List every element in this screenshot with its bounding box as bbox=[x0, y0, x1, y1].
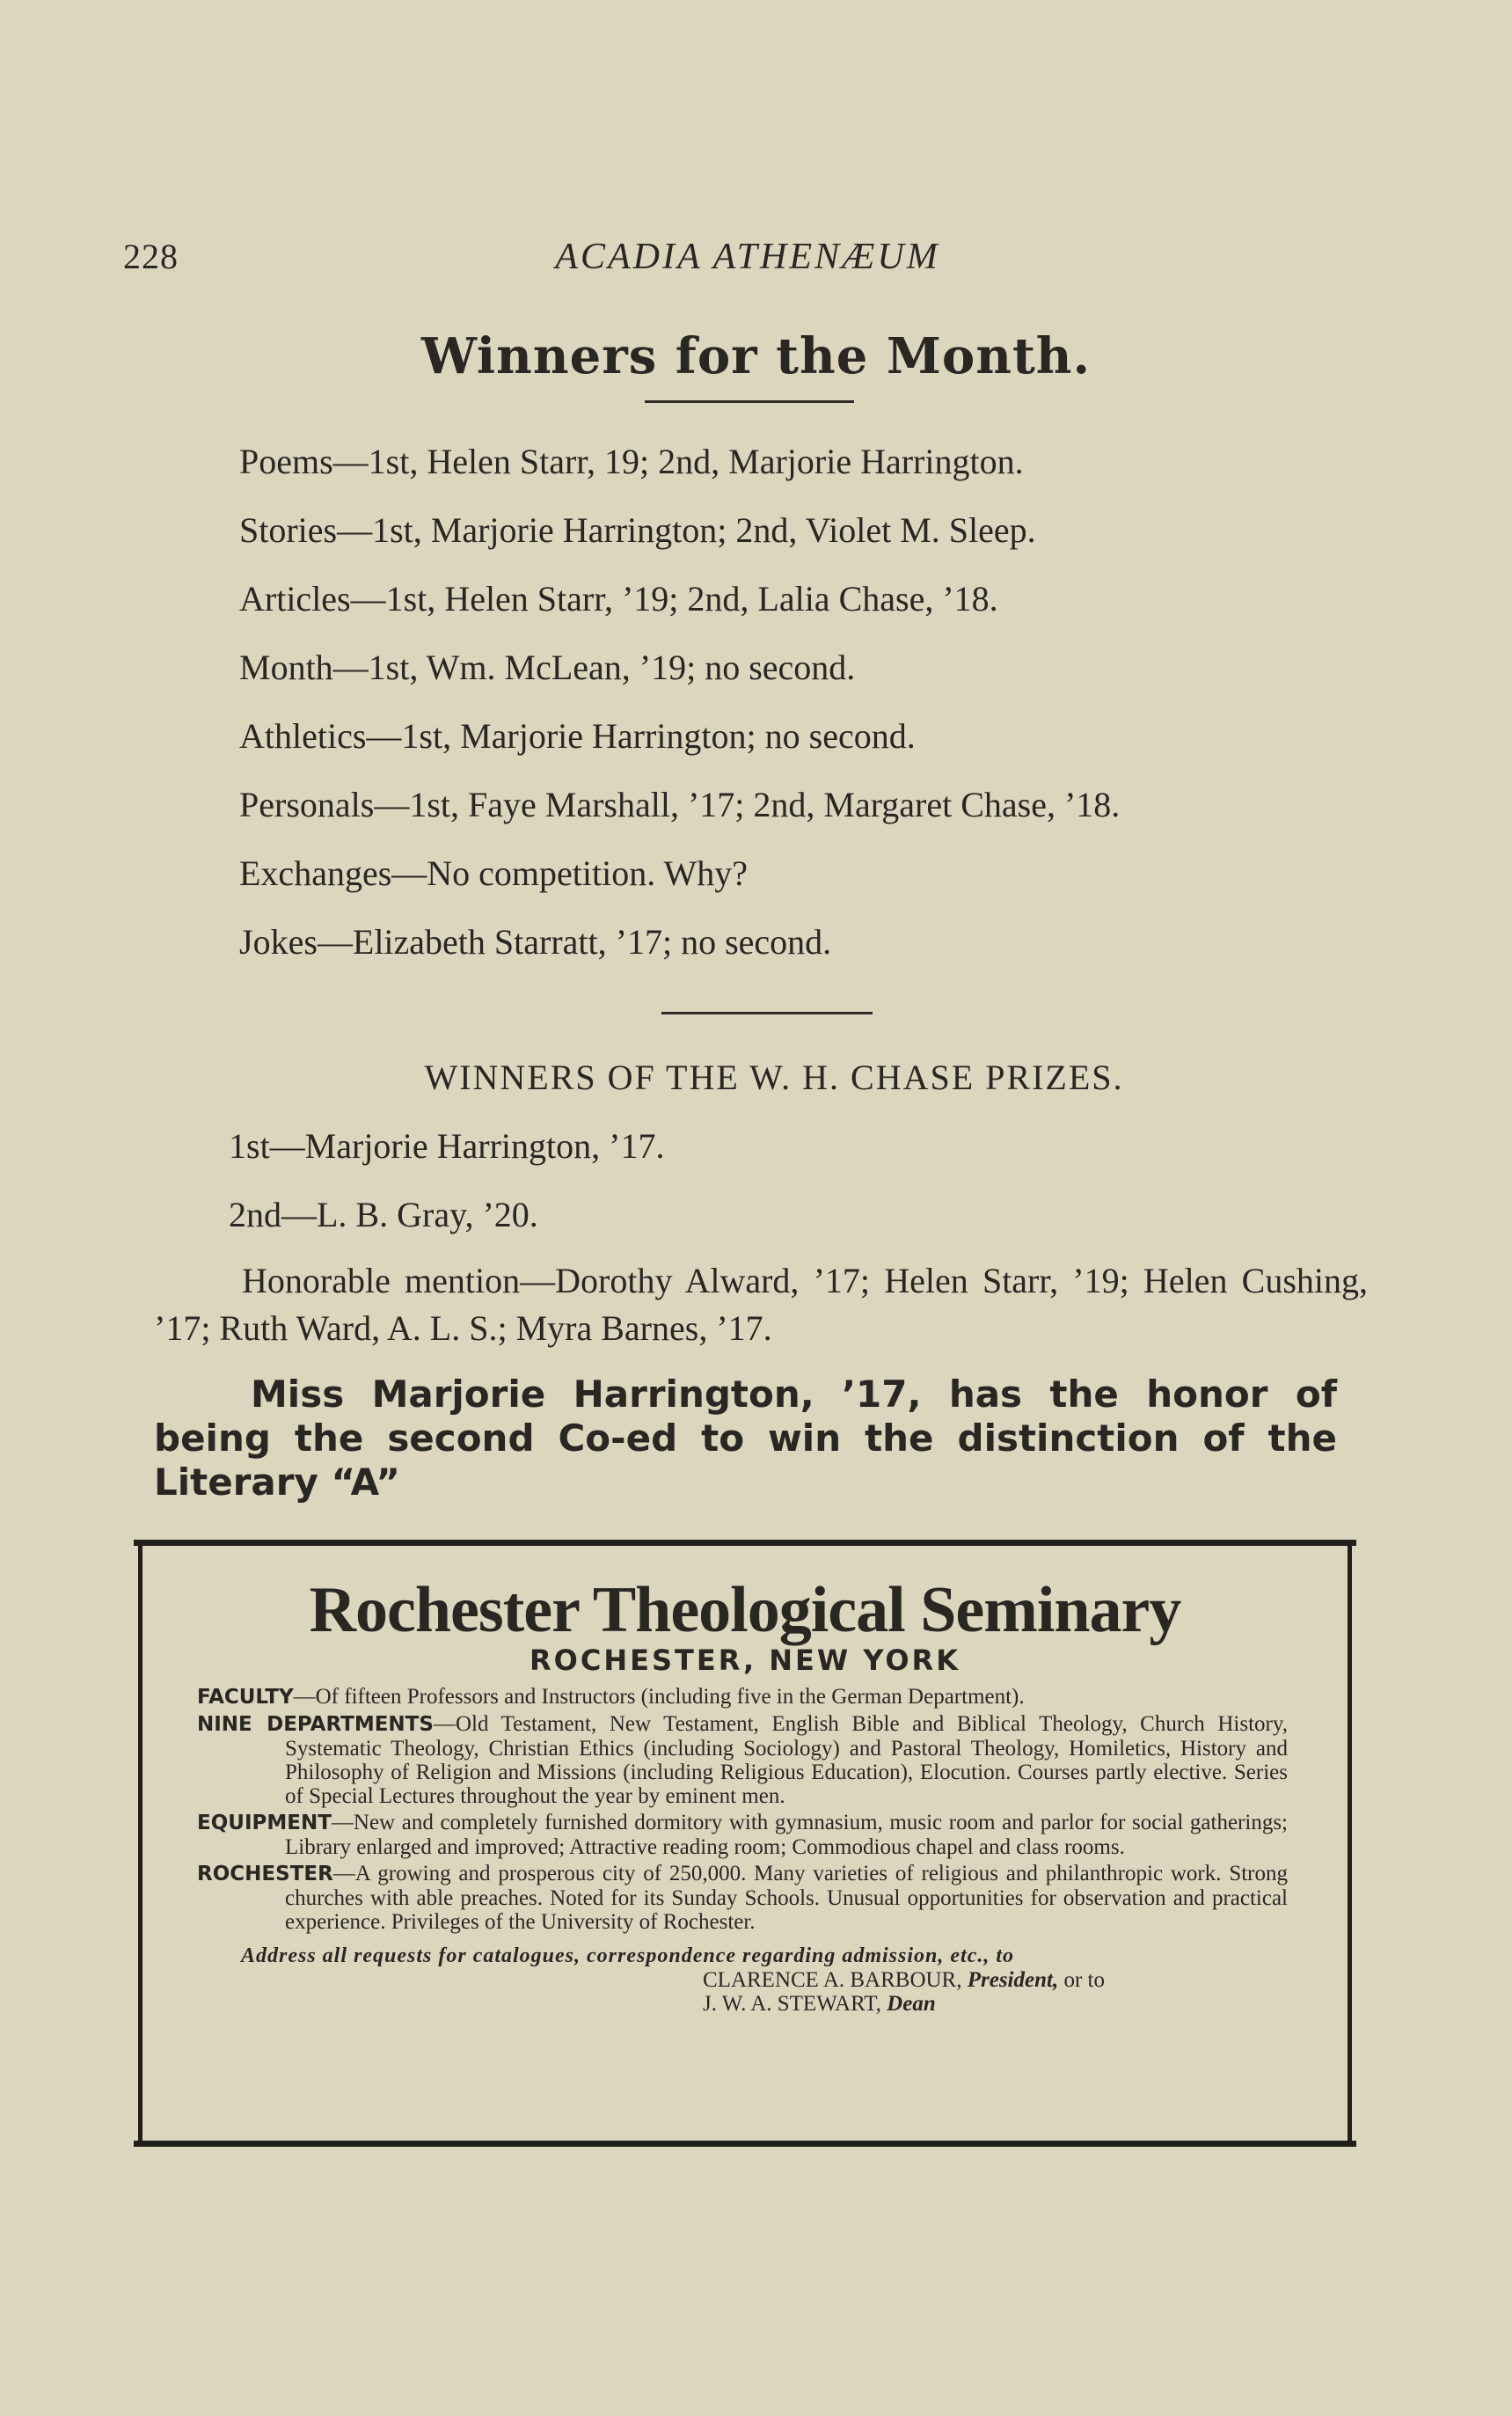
ad-body bbox=[197, 1685, 1288, 2016]
ad-border-bottom bbox=[134, 2141, 1356, 2147]
ad-entry-label: ROCHESTER bbox=[197, 1863, 333, 1885]
divider-rule bbox=[661, 1012, 873, 1014]
ad-entry-label: NINE DEPARTMENTS bbox=[197, 1713, 434, 1736]
page-number: 228 bbox=[123, 237, 179, 276]
ad-border-top bbox=[134, 1540, 1356, 1546]
ad-address-line: Address all requests for catalogues, correspondence regarding admission, etc., to bbox=[241, 1944, 1015, 1967]
winner-line: Athletics—1st, Marjorie Harrington; no second. bbox=[239, 716, 916, 756]
ad-president-line bbox=[197, 1968, 1288, 1992]
section-heading: Winners for the Month. bbox=[420, 327, 1092, 385]
winner-line: Month—1st, Wm. McLean, ’19; no second. bbox=[239, 648, 856, 687]
winner-line: Stories—1st, Marjorie Harrington; 2nd, Violet M. Sleep. bbox=[239, 510, 1036, 550]
divider-rule bbox=[645, 400, 854, 403]
prizes-section bbox=[154, 1051, 1368, 1352]
ad-entry-departments bbox=[197, 1712, 1288, 1808]
president-title: President, bbox=[967, 1968, 1059, 1992]
ad-entry-label: FACULTY bbox=[197, 1686, 294, 1709]
ad-entry-text: —A growing and prosperous city of 250,000. Many varieties of religious and philanthropic work. Strong churches with able preaches. Noted for its Sunday Schools. Unusual opportunities for observation and practical experience. Privileges of the University of Rochester. bbox=[285, 1862, 1288, 1934]
winner-line: Jokes—Elizabeth Starratt, ’17; no second. bbox=[239, 922, 832, 962]
honorable-mention: Honorable mention—Dorothy Alward, ’17; Helen Starr, ’19; Helen Cushing, ’17; Ruth Ward, A. L. S.; Myra Barnes, ’17. bbox=[154, 1261, 1368, 1348]
dean-name: J. W. A. STEWART, bbox=[703, 1992, 881, 2016]
ad-entry-text: —New and completely furnished dormitory with gymnasium, music room and parlor for social gatherings; Library enlarged and improved; Attractive reading room; Commodious chapel and class rooms. bbox=[285, 1811, 1288, 1859]
ad-entry-faculty bbox=[197, 1685, 1288, 1710]
winner-line: Personals—1st, Faye Marshall, ’17; 2nd, Margaret Chase, ’18. bbox=[239, 785, 1121, 824]
ad-entry-label: EQUIPMENT bbox=[197, 1812, 332, 1834]
or-to: or to bbox=[1063, 1968, 1105, 1992]
winner-line: Articles—1st, Helen Starr, ’19; 2nd, Lalia Chase, ’18. bbox=[239, 579, 998, 619]
prize-second: 2nd—L. B. Gray, ’20. bbox=[229, 1195, 538, 1234]
ad-entry-text: —Of fifteen Professors and Instructors (including five in the German Department). bbox=[293, 1685, 1025, 1709]
president-name: CLARENCE A. BARBOUR, bbox=[703, 1968, 962, 1992]
winner-line: Exchanges—No competition. Why? bbox=[239, 853, 749, 893]
ad-title: Rochester Theological Seminary bbox=[309, 1574, 1181, 1646]
ad-entry-text: —Old Testament, New Testament, English Bible and Biblical Theology, Church History, Systematic Theology, Christian Ethics (including Sociology) and Pastoral Theology, Homiletics, History and Philosophy of Religion and Missions (including Religious Education), Elocution. Courses partly elective. Series of Special Lectures throughout the year by eminent men. bbox=[285, 1712, 1289, 1808]
running-head bbox=[123, 236, 1372, 289]
winner-line: Poems—1st, Helen Starr, 19; 2nd, Marjorie Harrington. bbox=[239, 442, 1024, 481]
prize-first: 1st—Marjorie Harrington, ’17. bbox=[229, 1126, 665, 1166]
announcement: Miss Marjorie Harrington, ’17, has the honor of being the second Co-ed to win the distinction of the Literary “A” bbox=[154, 1373, 1337, 1504]
prizes-title: WINNERS OF THE W. H. CHASE PRIZES. bbox=[424, 1058, 1124, 1097]
journal-title: ACADIA ATHENÆUM bbox=[555, 237, 940, 277]
ad-entry-equipment bbox=[197, 1811, 1288, 1859]
dean-title: Dean bbox=[887, 1992, 936, 2016]
winners-list bbox=[239, 436, 1383, 985]
ad-dean-line bbox=[197, 1992, 1288, 2016]
ad-entry-rochester bbox=[197, 1862, 1288, 1934]
ad-city: ROCHESTER, NEW YORK bbox=[530, 1644, 961, 1677]
seminary-advertisement bbox=[134, 1540, 1356, 2147]
